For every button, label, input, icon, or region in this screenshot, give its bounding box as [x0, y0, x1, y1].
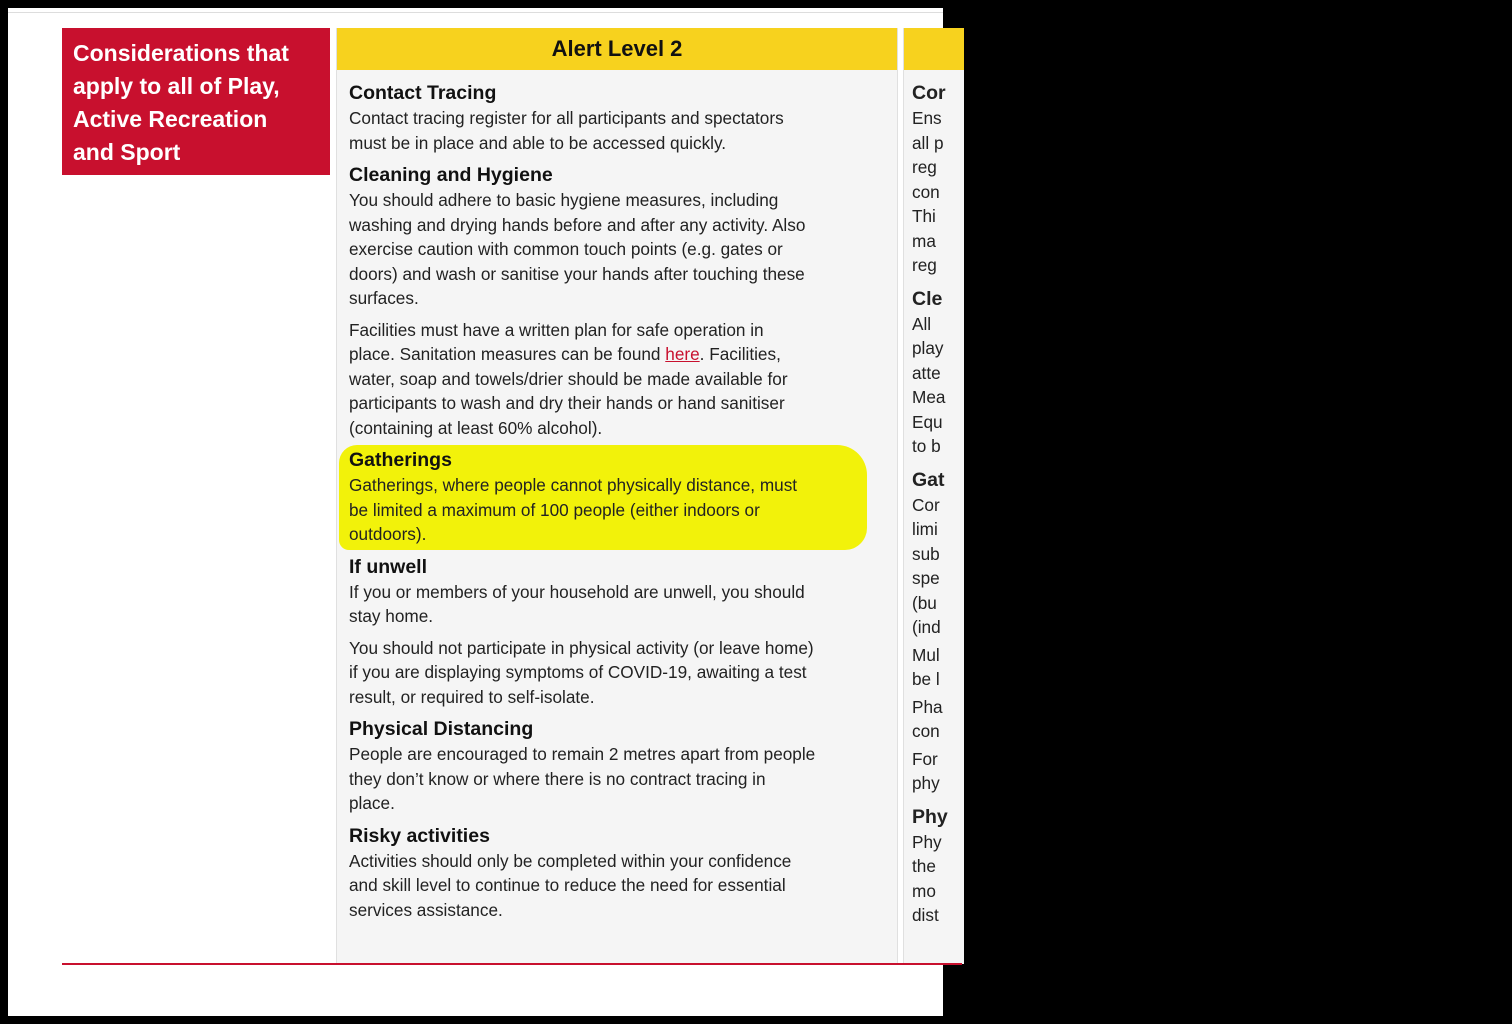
considerations-header	[62, 28, 330, 175]
text-line: Gatherings, where people cannot physically distance, must	[349, 475, 798, 495]
section-title-cleaning: Cleaning and Hygiene	[349, 164, 553, 186]
text-line: surfaces.	[349, 288, 419, 308]
text-line: if you are displaying symptoms of COVID-19, awaiting a test	[349, 662, 807, 682]
text-line: and skill level to continue to reduce the need for essential	[349, 875, 786, 895]
cropped-text-line: Thi	[912, 206, 936, 226]
cropped-text-line: atte	[912, 362, 941, 383]
text-line: be limited a maximum of 100 people (either indoors or	[349, 499, 760, 520]
cropped-text-line: con	[912, 721, 940, 741]
cropped-text-line: Cor	[912, 494, 940, 515]
alert-level-2-column	[336, 28, 898, 964]
cropped-text-line: reg	[912, 157, 937, 177]
text-line: Contact tracing register for all participants and spectators	[349, 108, 784, 128]
cropped-text-line: Pha	[912, 696, 943, 717]
cropped-text-line: play	[912, 338, 944, 358]
section-title-if-unwell: If unwell	[349, 555, 427, 578]
next-alert-header	[904, 28, 964, 70]
considerations-line: Considerations that	[73, 40, 289, 66]
cropped-text-line: spe	[912, 568, 940, 588]
cropped-text-line: Mea	[912, 387, 946, 407]
text-line: You should adhere to basic hygiene measures, including	[349, 190, 779, 210]
cropped-text-line: Mul	[912, 644, 940, 665]
cropped-text-line: (bu	[912, 592, 937, 613]
text-line	[349, 342, 887, 367]
cleaning-paragraph-1	[349, 188, 887, 311]
cleaning-paragraph-2	[349, 318, 887, 441]
text-line: stay home.	[349, 606, 434, 626]
unwell-paragraph-1	[349, 580, 887, 629]
cropped-text-line: to b	[912, 436, 941, 456]
text-line: place.	[349, 793, 395, 813]
cropped-text-line: reg	[912, 255, 937, 275]
cropped-text-line: be l	[912, 669, 940, 689]
cropped-text-line: Ens	[912, 108, 942, 128]
bottom-divider	[62, 963, 962, 965]
text-fragment: place. Sanitation measures can be found	[349, 344, 666, 364]
risky-text	[349, 849, 887, 923]
text-fragment: . Facilities,	[699, 344, 781, 364]
contact-tracing-text	[349, 106, 887, 155]
text-line: participants to wash and dry their hands or hand sanitiser	[349, 393, 785, 413]
top-strip	[8, 8, 943, 13]
cropped-section-title: Phy	[912, 805, 948, 828]
text-line: People are encouraged to remain 2 metres apart from people	[349, 744, 816, 764]
text-line: result, or required to self-isolate.	[349, 686, 595, 707]
cropped-text-line: Equ	[912, 411, 943, 432]
section-title-physical-distancing: Physical Distancing	[349, 718, 534, 740]
cropped-section-title: Gat	[912, 468, 945, 491]
considerations-line: apply to all of Play,	[73, 73, 280, 99]
sanitation-here-link[interactable]: here	[665, 344, 700, 364]
unwell-paragraph-2	[349, 636, 887, 710]
gatherings-highlighted-block	[349, 447, 887, 547]
next-alert-column-cropped	[903, 28, 964, 964]
cropped-text-line: the	[912, 856, 936, 876]
text-line: outdoors).	[349, 524, 427, 544]
text-line: must be in place and able to be accessed quickly.	[349, 132, 727, 153]
section-title-gatherings: Gatherings	[349, 449, 452, 471]
cropped-text-line: Phy	[912, 831, 942, 852]
text-line: Activities should only be completed within your confidence	[349, 850, 792, 871]
text-line: You should not participate in physical activity (or leave home)	[349, 637, 814, 658]
cropped-text-line: all p	[912, 132, 944, 153]
cropped-text-line: sub	[912, 543, 940, 564]
text-line: services assistance.	[349, 899, 503, 920]
cropped-text-line: All	[912, 313, 932, 334]
document-page	[8, 8, 948, 1016]
cropped-text-line: dist	[912, 905, 939, 925]
text-line: Facilities must have a written plan for safe operation in	[349, 319, 764, 340]
text-line: (containing at least 60% alcohol).	[349, 417, 603, 438]
cropped-text-line: phy	[912, 773, 940, 793]
cropped-section-title: Cor	[912, 82, 946, 104]
cropped-text-line: limi	[912, 519, 938, 539]
cropped-column-text	[904, 70, 1512, 928]
considerations-line: and Sport	[73, 139, 181, 165]
considerations-line: Active Recreation	[73, 106, 268, 132]
text-line: exercise caution with common touch points (e.g. gates or	[349, 239, 783, 259]
distancing-text	[349, 742, 887, 816]
cropped-text-line: con	[912, 181, 940, 202]
cropped-text-line: ma	[912, 230, 936, 251]
cropped-text-line: (ind	[912, 617, 941, 637]
section-title-risky-activities: Risky activities	[349, 824, 490, 847]
cropped-text-line: mo	[912, 880, 936, 901]
section-title-contact-tracing: Contact Tracing	[349, 82, 497, 104]
text-line: water, soap and towels/drier should be made available for	[349, 368, 788, 389]
gatherings-text	[349, 473, 887, 547]
cropped-section-title: Cle	[912, 287, 943, 310]
text-line: they don’t know or where there is no contract tracing in	[349, 768, 766, 789]
alert-level-header: Alert Level 2	[337, 28, 897, 70]
cropped-text-line: For	[912, 748, 938, 769]
text-line: doors) and wash or sanitise your hands after touching these	[349, 263, 805, 284]
text-line: If you or members of your household are unwell, you should	[349, 581, 805, 602]
text-line: washing and drying hands before and after any activity. Also	[349, 214, 806, 235]
